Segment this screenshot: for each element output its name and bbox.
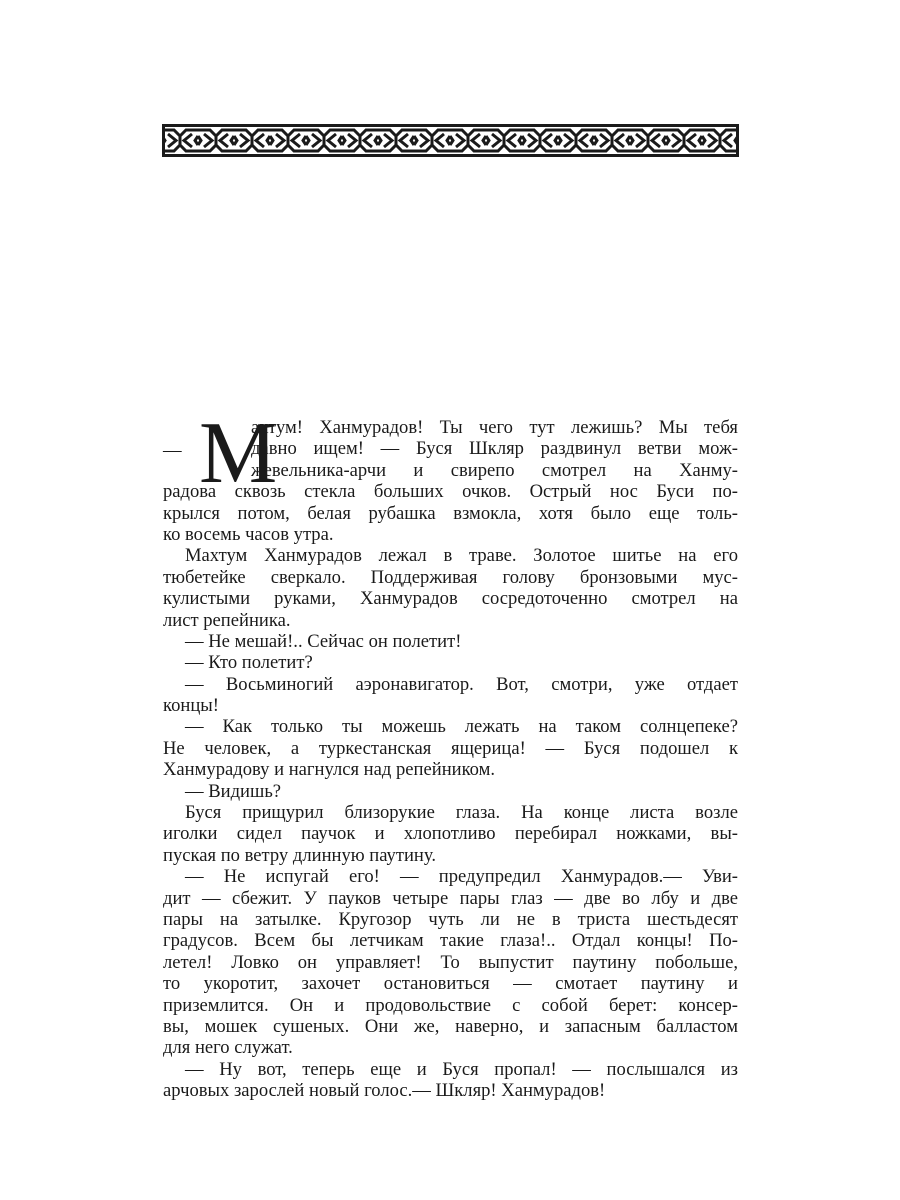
text-line: крылся потом, белая рубашка взмокла, хотя было еще толь- bbox=[163, 502, 738, 524]
paragraph bbox=[163, 674, 738, 717]
text-line: приземлится. Он и продовольствие с собой берет: консер- bbox=[163, 994, 738, 1016]
text-line: иголки сидел паучок и хлопотливо перебирал ножками, вы- bbox=[163, 823, 738, 845]
paragraphs bbox=[163, 481, 738, 1101]
text-line: — Не мешай!.. Сейчас он полетит! bbox=[185, 630, 462, 652]
text-line: лист репейника. bbox=[163, 609, 291, 631]
text-line: ахтум! Ханмурадов! Ты чего тут лежишь? Мы тебя bbox=[251, 417, 738, 438]
text-line: радова сквозь стекла больших очков. Острый нос Буси по- bbox=[163, 481, 738, 503]
text-line: пары на затылке. Кругозор чуть ли не в триста шестьдесят bbox=[163, 908, 738, 930]
text-line: летел! Ловко он управляет! То выпустит паутину побольше, bbox=[163, 951, 738, 973]
text-line: пуская по ветру длинную паутину. bbox=[163, 844, 436, 866]
text-line: для него служат. bbox=[163, 1037, 293, 1059]
text-line: Ханмурадову и нагнулся над репейником. bbox=[163, 759, 496, 781]
text-line: — Видишь? bbox=[185, 780, 282, 802]
paragraph bbox=[163, 802, 738, 866]
story-text bbox=[163, 405, 738, 1102]
text-line: дит — сбежит. У пауков четыре пары глаз — две во лбу и две bbox=[163, 887, 738, 909]
paragraph bbox=[163, 716, 738, 780]
text-line: градусов. Всем бы летчикам такие глаза!.. Отдал концы! По- bbox=[163, 930, 738, 952]
decorative-header-band bbox=[162, 124, 739, 157]
drop-cap-dash: — bbox=[163, 440, 182, 461]
paragraph bbox=[163, 545, 738, 631]
text-line: Не человек, а туркестанская ящерица! — Буся подошел к bbox=[163, 737, 738, 759]
text-line: давно ищем! — Буся Шкляр раздвинул ветви мож- bbox=[251, 438, 738, 460]
paragraph bbox=[163, 652, 738, 673]
paragraph bbox=[163, 631, 738, 652]
text-line: — Восьминогий аэронавигатор. Вот, смотри, уже отдает bbox=[185, 673, 738, 695]
drop-cap: М bbox=[199, 405, 278, 502]
text-line: Буся прищурил близорукие глаза. На конце листа возле bbox=[185, 802, 738, 824]
text-line: — Ну вот, теперь еще и Буся пропал! — послышался из bbox=[185, 1058, 738, 1080]
paragraph bbox=[163, 1059, 738, 1102]
paragraph bbox=[163, 781, 738, 802]
paragraph bbox=[163, 866, 738, 1059]
text-line: — Не испугай его! — предупредил Ханмурадов.— Уви- bbox=[185, 866, 738, 888]
text-line: — Как только ты можешь лежать на таком солнцепеке? bbox=[185, 716, 738, 738]
text-line: вы, мошек сушеных. Они же, наверно, и запасным балластом bbox=[163, 1015, 738, 1037]
text-line: кулистыми руками, Ханмурадов сосредоточенно смотрел на bbox=[163, 588, 738, 610]
text-line: жевельника-арчи и свирепо смотрел на Ханму- bbox=[251, 459, 738, 481]
ornament-pattern-icon bbox=[162, 124, 739, 157]
text-line: ко восемь часов утра. bbox=[163, 523, 334, 545]
text-line: тюбетейке сверкало. Поддерживая голову бронзовыми мус- bbox=[163, 566, 738, 588]
text-line: арчовых зарослей новый голос.— Шкляр! Ханмурадов! bbox=[163, 1080, 606, 1102]
text-line: — Кто полетит? bbox=[185, 652, 313, 674]
text-line: то укоротит, захочет остановиться — смотает паутину и bbox=[163, 973, 738, 995]
text-line: Махтум Ханмурадов лежал в траве. Золотое шитье на его bbox=[185, 545, 738, 567]
text-line: концы! bbox=[163, 695, 219, 717]
